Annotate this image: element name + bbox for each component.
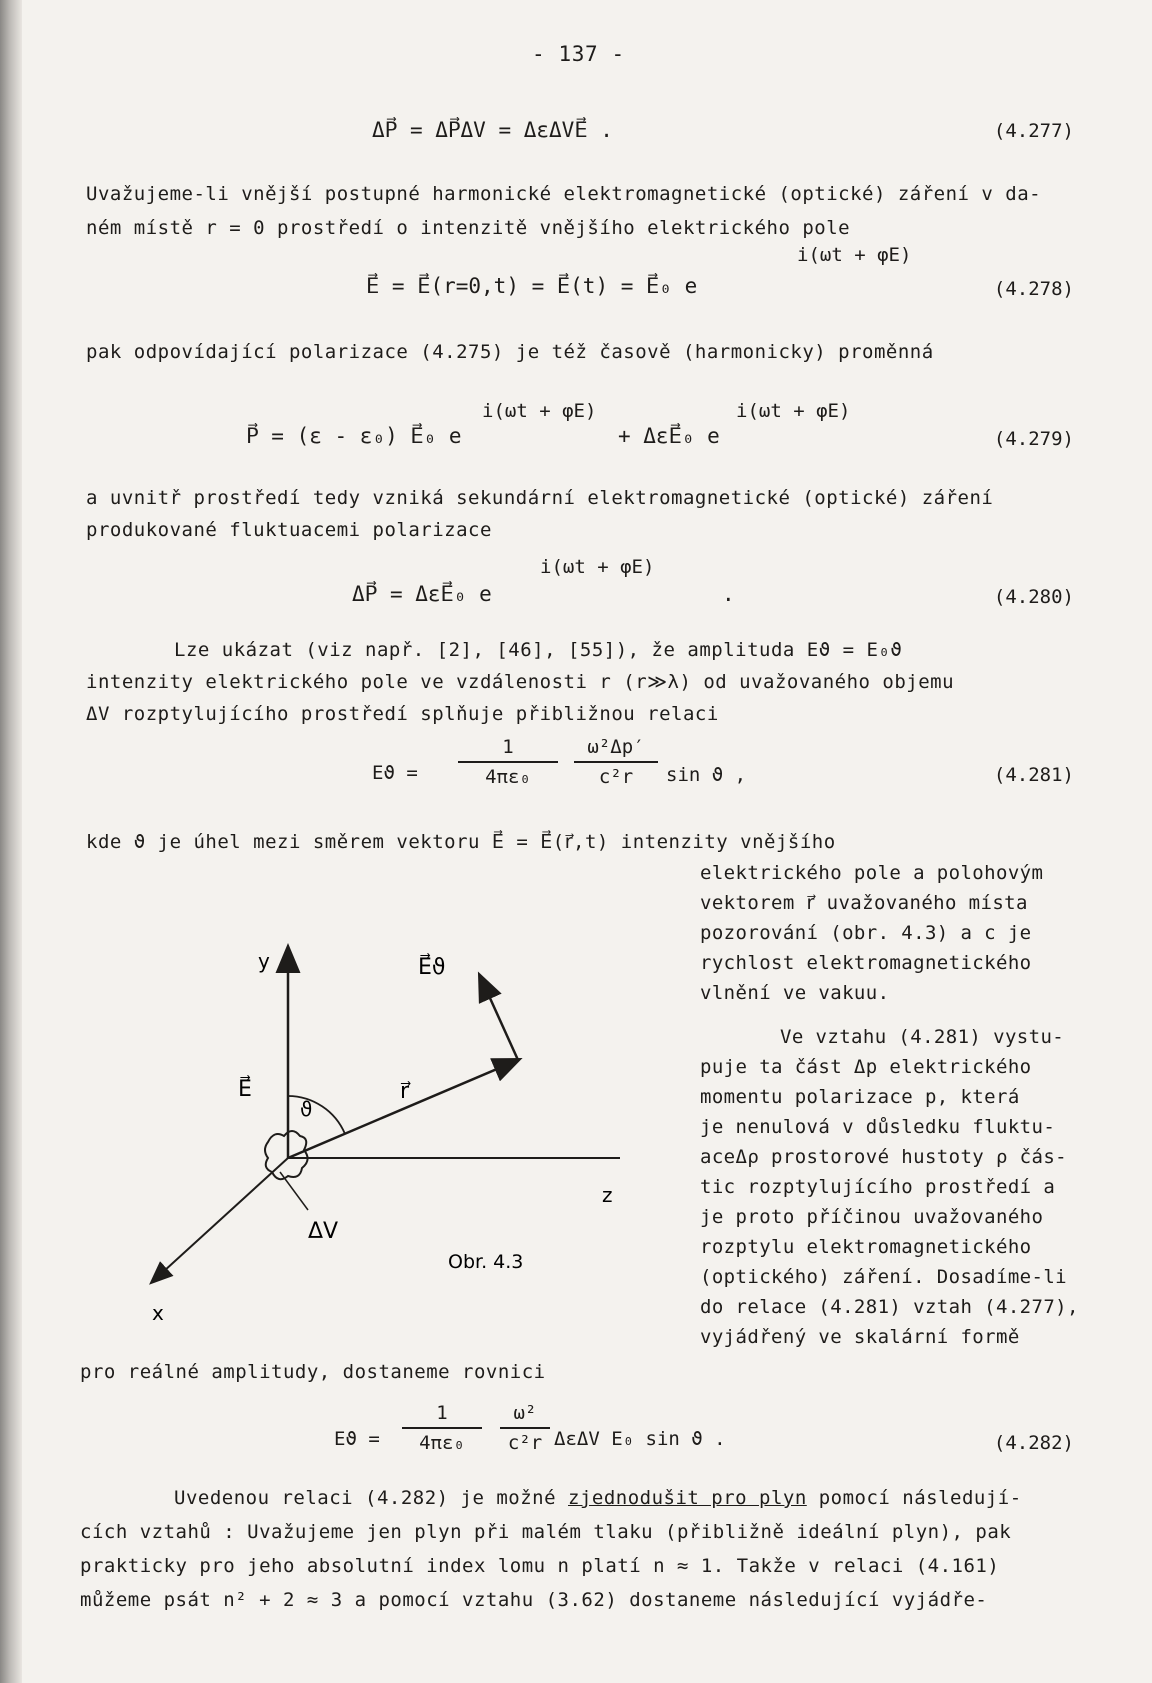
fraction-2-denominator: c²r — [598, 766, 634, 788]
paragraph-1-line-1: Uvažujeme-li vnější postupné harmonické elektromagnetické (optické) záření v da- — [86, 183, 1042, 205]
paragraph-7-line-4: můžeme psát n² + 2 ≈ 3 a pomocí vztahu (3.62) dostaneme následující vyjádře- — [80, 1589, 988, 1611]
equation-4-282-fraction-2 — [500, 1402, 550, 1454]
paragraph-7-line-1 — [174, 1482, 1022, 1515]
equation-number-4-282: (4.282) — [993, 1432, 1074, 1454]
axis-label-x: x — [152, 1301, 164, 1325]
equation-number-4-279: (4.279) — [993, 428, 1074, 450]
volume-element-shape — [265, 1131, 308, 1179]
side-line: puje ta část Δp elektrického — [700, 1056, 1032, 1078]
equation-4-279-part-1: P⃗ = (ε - ε₀) E⃗₀ e — [246, 424, 462, 448]
fraction-1-numerator: 1 — [436, 1402, 448, 1424]
fraction-1-bar — [402, 1427, 482, 1429]
axis-label-z: z — [602, 1183, 613, 1207]
side-line: pozorování (obr. 4.3) a c je — [700, 922, 1032, 944]
paragraph-7-line-3: prakticky pro jeho absolutní index lomu n platí n ≈ 1. Takže v relaci (4.161) — [80, 1555, 1000, 1577]
equation-4-277: ΔP⃗ = ΔP⃗ΔV = ΔεΔVE⃗ . — [372, 118, 613, 142]
paragraph-4-line-1: Lze ukázat (viz např. [2], [46], [55]), že amplituda Eϑ = E₀ϑ — [174, 639, 903, 661]
side-line: (optického) záření. Dosadíme-li — [700, 1266, 1068, 1288]
fraction-1-numerator: 1 — [502, 736, 514, 758]
side-line: vlnění ve vakuu. — [700, 982, 890, 1004]
side-line: vektorem r⃗ uvažovaného místa — [700, 892, 1028, 914]
equation-4-279-part-2: + ΔεE⃗₀ e — [618, 424, 720, 448]
side-line: aceΔρ prostorové hustoty ρ čás- — [700, 1146, 1068, 1168]
fraction-2-denominator: c²r — [507, 1432, 543, 1454]
x-axis — [152, 1158, 288, 1282]
fraction-1-denominator: 4πε₀ — [419, 1432, 465, 1454]
side-line: do relace (4.281) vztah (4.277), — [700, 1296, 1079, 1318]
side-line: rozptylu elektromagnetického — [700, 1236, 1032, 1258]
figure-4-3 — [130, 920, 690, 1340]
page-number: - 137 - — [532, 42, 625, 66]
book-spine-shadow — [0, 0, 22, 1683]
fraction-2-bar — [500, 1427, 550, 1429]
side-line: elektrického pole a polohovým — [700, 862, 1044, 884]
side-text-block-1 — [700, 858, 1120, 1008]
paragraph-3-line-1: a uvnitř prostředí tedy vzniká sekundární elektromagnetické (optické) záření — [86, 487, 994, 509]
equation-4-282-tail: ΔεΔV E₀ sin ϑ . — [554, 1428, 726, 1450]
equation-4-278: E⃗ = E⃗(r=0,t) = E⃗(t) = E⃗₀ e — [366, 274, 698, 298]
paragraph-7-line-1-start: Uvedenou relaci (4.282) je možné — [174, 1487, 568, 1509]
equation-4-280: ΔP⃗ = ΔεE⃗₀ e — [352, 582, 492, 606]
fraction-1-denominator: 4πε₀ — [485, 766, 531, 788]
label-delta-v: ΔV — [308, 1219, 339, 1244]
equation-4-281-tail: sin ϑ , — [666, 764, 747, 786]
paragraph-2: pak odpovídající polarizace (4.275) je též časově (harmonicky) proměnná — [86, 341, 934, 363]
paragraph-7-line-2: cích vztahů : Uvažujeme jen plyn při malém tlaku (přibližně ideální plyn), pak — [80, 1521, 1012, 1543]
paragraph-5-first-line: kde ϑ je úhel mezi směrem vektoru E⃗ = E⃗(r⃗,t) intenzity vnějšího — [86, 831, 836, 853]
equation-4-282-lhs: Eϑ = — [334, 1428, 380, 1450]
label-e-vector: E⃗ — [238, 1077, 252, 1102]
figure-caption: Obr. 4.3 — [448, 1251, 524, 1273]
paragraph-7-line-1-end: pomocí následují- — [806, 1487, 1022, 1509]
label-e-theta-vector: E⃗ϑ — [418, 955, 446, 980]
equation-4-279-exponent-1: i(ωt + φE) — [482, 400, 597, 422]
equation-number-4-278: (4.278) — [993, 278, 1074, 300]
equation-4-279-exponent-2: i(ωt + φE) — [736, 400, 851, 422]
side-line: vyjádřený ve skalární formě — [700, 1326, 1020, 1348]
side-line: Ve vztahu (4.281) vystu- — [780, 1026, 1065, 1048]
paragraph-6: pro reálné amplitudy, dostaneme rovnici — [80, 1361, 546, 1383]
paragraph-1-line-2: ném místě r = 0 prostředí o intenzitě vnějšího elektrického pole — [86, 217, 851, 239]
equation-number-4-280: (4.280) — [993, 586, 1074, 608]
axis-label-y: y — [258, 949, 270, 973]
side-line: momentu polarizace p, která — [700, 1086, 1020, 1108]
side-line: je proto příčinou uvažovaného — [700, 1206, 1044, 1228]
label-r-vector: r⃗ — [400, 1079, 410, 1104]
fraction-2-numerator: ω² — [513, 1402, 537, 1424]
paragraph-4-line-2: intenzity elektrického pole ve vzdálenosti r (r≫λ) od uvažovaného objemu — [86, 671, 955, 693]
equation-4-281-lhs: Eϑ = — [372, 762, 418, 784]
side-line: tic rozptylujícího prostředí a — [700, 1176, 1056, 1198]
side-text-block-2 — [700, 1022, 1120, 1352]
fraction-1-bar — [458, 761, 558, 763]
equation-4-278-exponent: i(ωt + φE) — [797, 244, 912, 266]
label-theta: ϑ — [300, 1097, 313, 1121]
equation-4-280-period: . — [722, 582, 735, 606]
paragraph-3-line-2: produkované fluktuacemi polarizace — [86, 519, 492, 541]
equation-4-281-fraction-1 — [458, 736, 558, 788]
underlined-phrase: zjednodušit pro plyn — [568, 1487, 807, 1509]
equation-4-282-fraction-1 — [402, 1402, 482, 1454]
side-line: rychlost elektromagnetického — [700, 952, 1032, 974]
equation-number-4-277: (4.277) — [993, 120, 1074, 142]
fraction-2-numerator: ω²Δp′ — [587, 736, 645, 758]
equation-4-280-exponent: i(ωt + φE) — [540, 556, 655, 578]
e-theta-vector — [480, 976, 518, 1060]
equation-4-281-fraction-2 — [574, 736, 658, 788]
side-line: je nenulová v důsledku fluktu- — [700, 1116, 1056, 1138]
fraction-2-bar — [574, 761, 658, 763]
theta-arc — [288, 1096, 345, 1134]
r-vector — [288, 1060, 518, 1158]
equation-number-4-281: (4.281) — [993, 764, 1074, 786]
paragraph-4-line-3: ΔV rozptylujícího prostředí splňuje přibližnou relaci — [86, 703, 719, 725]
